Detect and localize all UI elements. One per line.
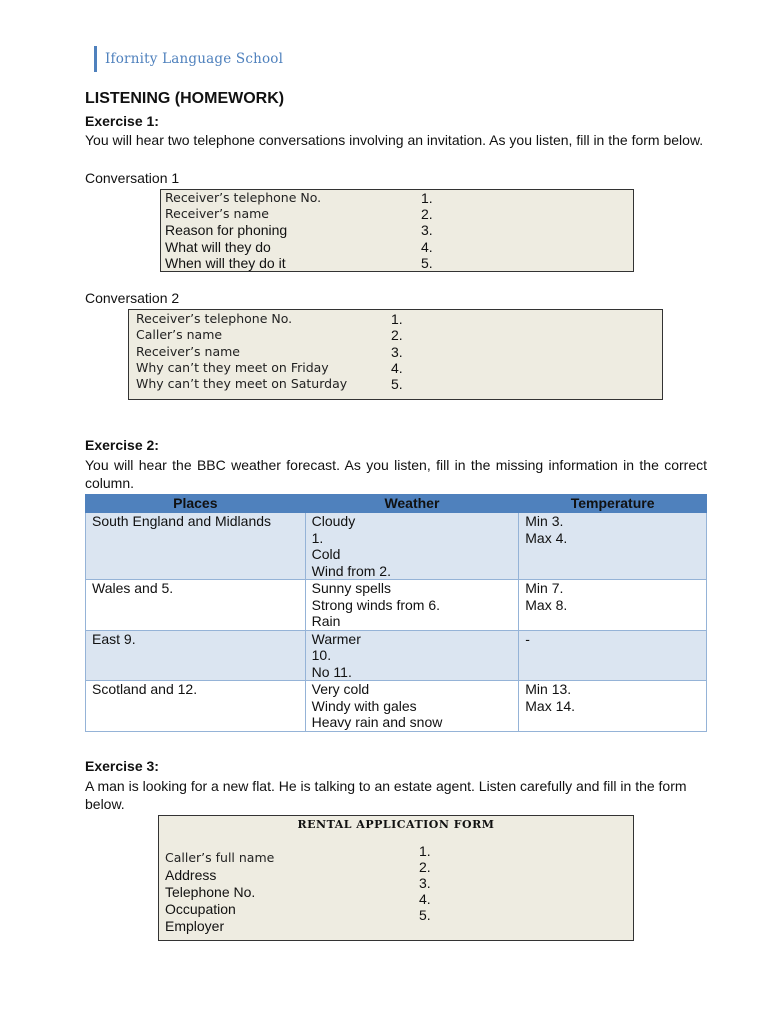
form-field-label: Occupation	[165, 901, 236, 917]
weather-line: Strong winds from 6.	[311, 596, 441, 613]
weather-line: Cloudy	[311, 513, 356, 529]
form-field-label: Why can’t they meet on Friday	[136, 360, 329, 375]
conversation2-row	[129, 311, 662, 327]
conversation1-label: Conversation 1	[85, 170, 180, 186]
column-header-weather: Weather	[305, 495, 519, 513]
form-field-label: Receiver’s name	[136, 344, 240, 359]
conversation2-row	[129, 327, 662, 343]
exercise3-instruction: A man is looking for a new flat. He is talking to an estate agent. Listen carefully and fill in the form below.	[85, 778, 687, 812]
form-field-number: 5.	[421, 255, 433, 271]
weather-cell	[305, 630, 519, 681]
form-field-label: When will they do it	[165, 255, 286, 271]
temperature-line: -	[525, 630, 530, 647]
temperature-line: Min 13.	[525, 681, 572, 697]
exercise3-heading: Exercise 3:	[85, 758, 159, 774]
weather-line: Wind from 2.	[311, 562, 391, 579]
form-field-label: Receiver’s telephone No.	[165, 190, 322, 205]
conversation1-row	[161, 255, 633, 271]
place-cell	[86, 630, 306, 681]
place-text: East 9.	[92, 630, 136, 647]
form-field-label: Receiver’s telephone No.	[136, 311, 293, 326]
form-field-number: 4.	[391, 360, 403, 376]
form-field-number: 1.	[421, 190, 433, 206]
temperature-cell	[519, 580, 707, 631]
form-field-number: 2.	[421, 206, 433, 222]
temperature-line: Min 3.	[525, 513, 564, 529]
form-field-label: Caller’s name	[136, 327, 223, 342]
form-field-label: Address	[165, 867, 217, 883]
rental-form-num-row	[159, 843, 633, 859]
form-field-number: 2.	[419, 859, 431, 875]
temperature-line: Max 8.	[525, 596, 568, 613]
conversation2-row	[129, 344, 662, 360]
form-field-label: Reason for phoning	[165, 222, 288, 238]
form-field-label: What will they do	[165, 239, 271, 255]
form-field-number: 3.	[421, 222, 433, 238]
conversation2-row	[129, 376, 662, 392]
form-field-number: 5.	[419, 907, 431, 923]
form-field-number: 1.	[391, 311, 403, 327]
weather-line: Windy with gales	[311, 697, 417, 714]
rental-form-num-row	[159, 907, 633, 923]
school-header	[94, 46, 283, 72]
school-name: Ifornity Language School	[105, 51, 284, 67]
conversation1-row	[161, 222, 633, 238]
exercise1-heading: Exercise 1:	[85, 113, 159, 129]
place-cell	[86, 681, 306, 732]
form-field-number: 4.	[421, 239, 433, 255]
column-header-temperature: Temperature	[519, 495, 707, 513]
temperature-line: Max 14.	[525, 697, 576, 714]
place-cell	[86, 513, 306, 580]
rental-form-num-row	[159, 891, 633, 907]
form-field-number: 2.	[391, 327, 403, 343]
place-text: South England and Midlands	[92, 513, 272, 529]
form-field-label: Employer	[165, 918, 225, 934]
exercise2-heading: Exercise 2:	[85, 437, 159, 453]
temperature-cell	[519, 513, 707, 580]
conversation1-row	[161, 190, 633, 206]
table-row	[86, 513, 707, 580]
weather-line: No 11.	[311, 663, 352, 680]
weather-line: 10.	[311, 647, 332, 663]
conversation1-row	[161, 206, 633, 222]
place-text: Wales and 5.	[92, 580, 174, 596]
temperature-cell	[519, 630, 707, 681]
form-field-label: Telephone No.	[165, 884, 256, 900]
rental-application-form	[158, 815, 634, 941]
weather-line: Heavy rain and snow	[311, 714, 443, 730]
weather-cell	[305, 681, 519, 732]
conversation2-row	[129, 360, 662, 376]
weather-line: Cold	[311, 546, 341, 562]
table-header-row	[86, 495, 707, 513]
table-row	[86, 580, 707, 631]
conversation2-form	[128, 309, 663, 400]
weather-line: 1.	[311, 529, 324, 546]
conversation2-label: Conversation 2	[85, 290, 180, 306]
conversation1-row	[161, 239, 633, 255]
temperature-line: Max 4.	[525, 529, 568, 546]
exercise2-instruction: You will hear the BBC weather forecast. As you listen, fill in the missing information in the correct column.	[85, 457, 707, 491]
rental-form-title: RENTAL APPLICATION FORM	[297, 818, 495, 831]
form-field-number: 5.	[391, 376, 403, 392]
rental-form-num-row	[159, 859, 633, 875]
weather-line: Rain	[311, 613, 341, 629]
rental-form-num-row	[159, 875, 633, 891]
weather-table	[85, 494, 707, 732]
conversation1-form	[160, 189, 634, 272]
exercise1-instruction: You will hear two telephone conversations involving an invitation. As you listen, fill in the form below.	[85, 132, 704, 148]
page-title: LISTENING (HOMEWORK)	[85, 90, 285, 107]
form-field-number: 3.	[391, 344, 403, 360]
column-header-places: Places	[86, 495, 306, 513]
table-row	[86, 681, 707, 732]
table-row	[86, 630, 707, 681]
place-cell	[86, 580, 306, 631]
temperature-cell	[519, 681, 707, 732]
weather-line: Very cold	[311, 681, 370, 697]
place-text: Scotland and 12.	[92, 681, 198, 697]
temperature-line: Min 7.	[525, 580, 564, 596]
form-field-number: 4.	[419, 891, 431, 907]
weather-cell	[305, 513, 519, 580]
weather-line: Sunny spells	[311, 580, 392, 596]
weather-line: Warmer	[311, 630, 361, 647]
weather-cell	[305, 580, 519, 631]
form-field-label: Receiver’s name	[165, 206, 269, 221]
form-field-label: Caller’s full name	[165, 850, 275, 865]
form-field-number: 1.	[419, 843, 431, 859]
form-field-number: 3.	[419, 875, 431, 891]
form-field-label: Why can’t they meet on Saturday	[136, 376, 348, 391]
